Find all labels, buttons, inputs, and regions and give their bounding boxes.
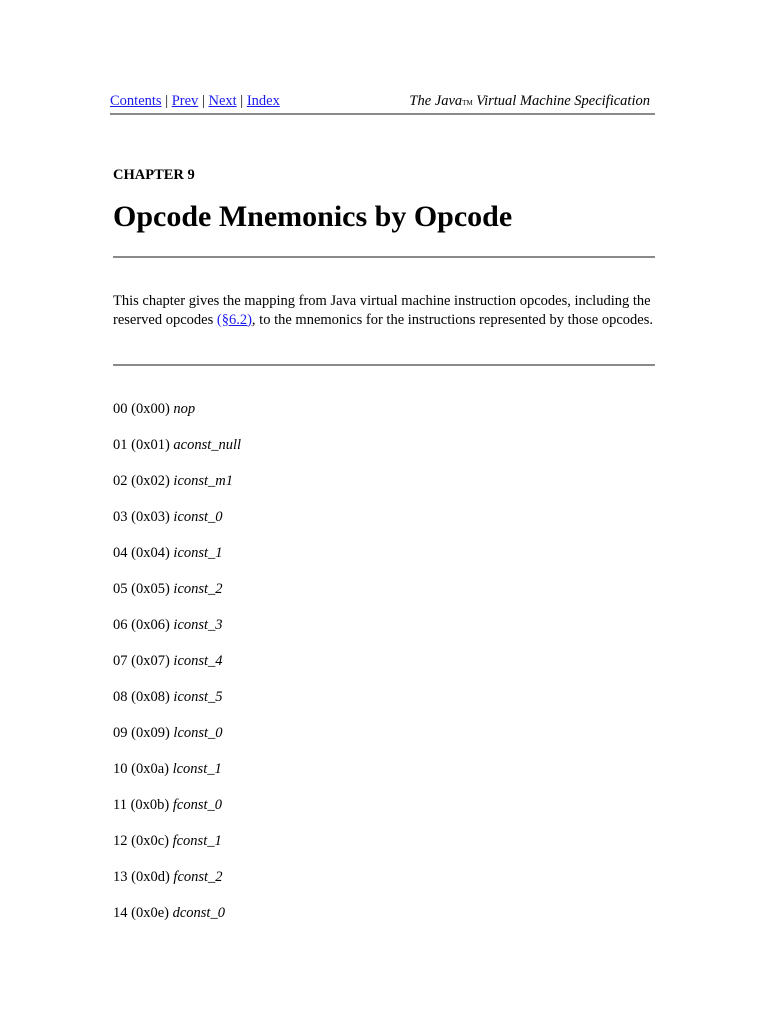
opcode-value: 07 (0x07) <box>113 653 170 669</box>
opcode-mnemonic: fconst_1 <box>172 833 222 849</box>
opcode-entry <box>113 616 241 652</box>
opcode-entry <box>113 688 241 724</box>
opcode-mnemonic: iconst_m1 <box>173 473 234 489</box>
prev-link[interactable]: Prev <box>171 93 199 109</box>
opcode-entry <box>113 904 241 940</box>
opcode-entry <box>113 580 241 616</box>
opcode-value: 03 (0x03) <box>113 509 170 525</box>
opcode-entry <box>113 472 241 508</box>
nav-links <box>110 93 280 110</box>
opcode-value: 10 (0x0a) <box>113 761 169 777</box>
opcode-entry <box>113 796 241 832</box>
opcode-list <box>113 400 241 940</box>
divider <box>113 364 655 366</box>
trademark-mark: TM <box>462 99 473 107</box>
opcode-value: 04 (0x04) <box>113 545 170 561</box>
nav-separator: | <box>240 93 244 109</box>
opcode-mnemonic: iconst_1 <box>173 545 223 561</box>
opcode-entry <box>113 652 241 688</box>
opcode-entry <box>113 400 241 436</box>
next-link[interactable]: Next <box>208 93 237 109</box>
opcode-mnemonic: lconst_0 <box>173 725 223 741</box>
chapter-label: CHAPTER 9 <box>113 167 195 183</box>
navigation-bar <box>110 93 655 115</box>
opcode-mnemonic: nop <box>173 401 196 417</box>
intro-text-after: , to the mnemonics for the instructions represented by those opcodes. <box>251 311 653 328</box>
intro-text-before: This chapter gives the mapping from Java virtual machine instruction opcodes, including the reserved opcodes <box>113 293 651 328</box>
opcode-value: 02 (0x02) <box>113 473 170 489</box>
opcode-entry <box>113 436 241 472</box>
opcode-mnemonic: iconst_2 <box>173 581 223 597</box>
opcode-mnemonic: aconst_null <box>173 437 242 453</box>
opcode-mnemonic: iconst_0 <box>173 509 223 525</box>
opcode-entry <box>113 724 241 760</box>
intro-paragraph <box>113 292 655 329</box>
section-reference-link[interactable]: (§6.2) <box>216 311 252 328</box>
opcode-mnemonic: fconst_0 <box>172 797 223 813</box>
opcode-mnemonic: lconst_1 <box>172 761 222 777</box>
contents-link[interactable]: Contents <box>110 93 162 109</box>
opcode-mnemonic: iconst_4 <box>173 653 223 669</box>
book-title <box>409 93 650 110</box>
divider <box>113 256 655 258</box>
nav-separator: | <box>165 93 169 109</box>
opcode-entry <box>113 868 241 904</box>
opcode-value: 13 (0x0d) <box>113 869 170 885</box>
opcode-entry <box>113 508 241 544</box>
opcode-entry <box>113 760 241 796</box>
chapter-title: Opcode Mnemonics by Opcode <box>113 200 513 233</box>
opcode-mnemonic: fconst_2 <box>173 869 223 885</box>
opcode-value: 06 (0x06) <box>113 617 170 633</box>
book-title-suffix: Virtual Machine Specification <box>476 93 650 109</box>
opcode-value: 14 (0x0e) <box>113 905 169 921</box>
index-link[interactable]: Index <box>246 93 280 109</box>
opcode-value: 05 (0x05) <box>113 581 170 597</box>
opcode-value: 09 (0x09) <box>113 725 170 741</box>
opcode-value: 12 (0x0c) <box>113 833 169 849</box>
nav-separator: | <box>201 93 205 109</box>
opcode-value: 01 (0x01) <box>113 437 170 453</box>
opcode-value: 08 (0x08) <box>113 689 170 705</box>
opcode-entry <box>113 832 241 868</box>
opcode-value: 00 (0x00) <box>113 401 170 417</box>
opcode-mnemonic: dconst_0 <box>172 905 225 921</box>
opcode-mnemonic: iconst_5 <box>173 689 223 705</box>
opcode-mnemonic: iconst_3 <box>173 617 223 633</box>
opcode-value: 11 (0x0b) <box>113 797 170 813</box>
opcode-entry <box>113 544 241 580</box>
book-title-prefix: The Java <box>409 93 463 109</box>
